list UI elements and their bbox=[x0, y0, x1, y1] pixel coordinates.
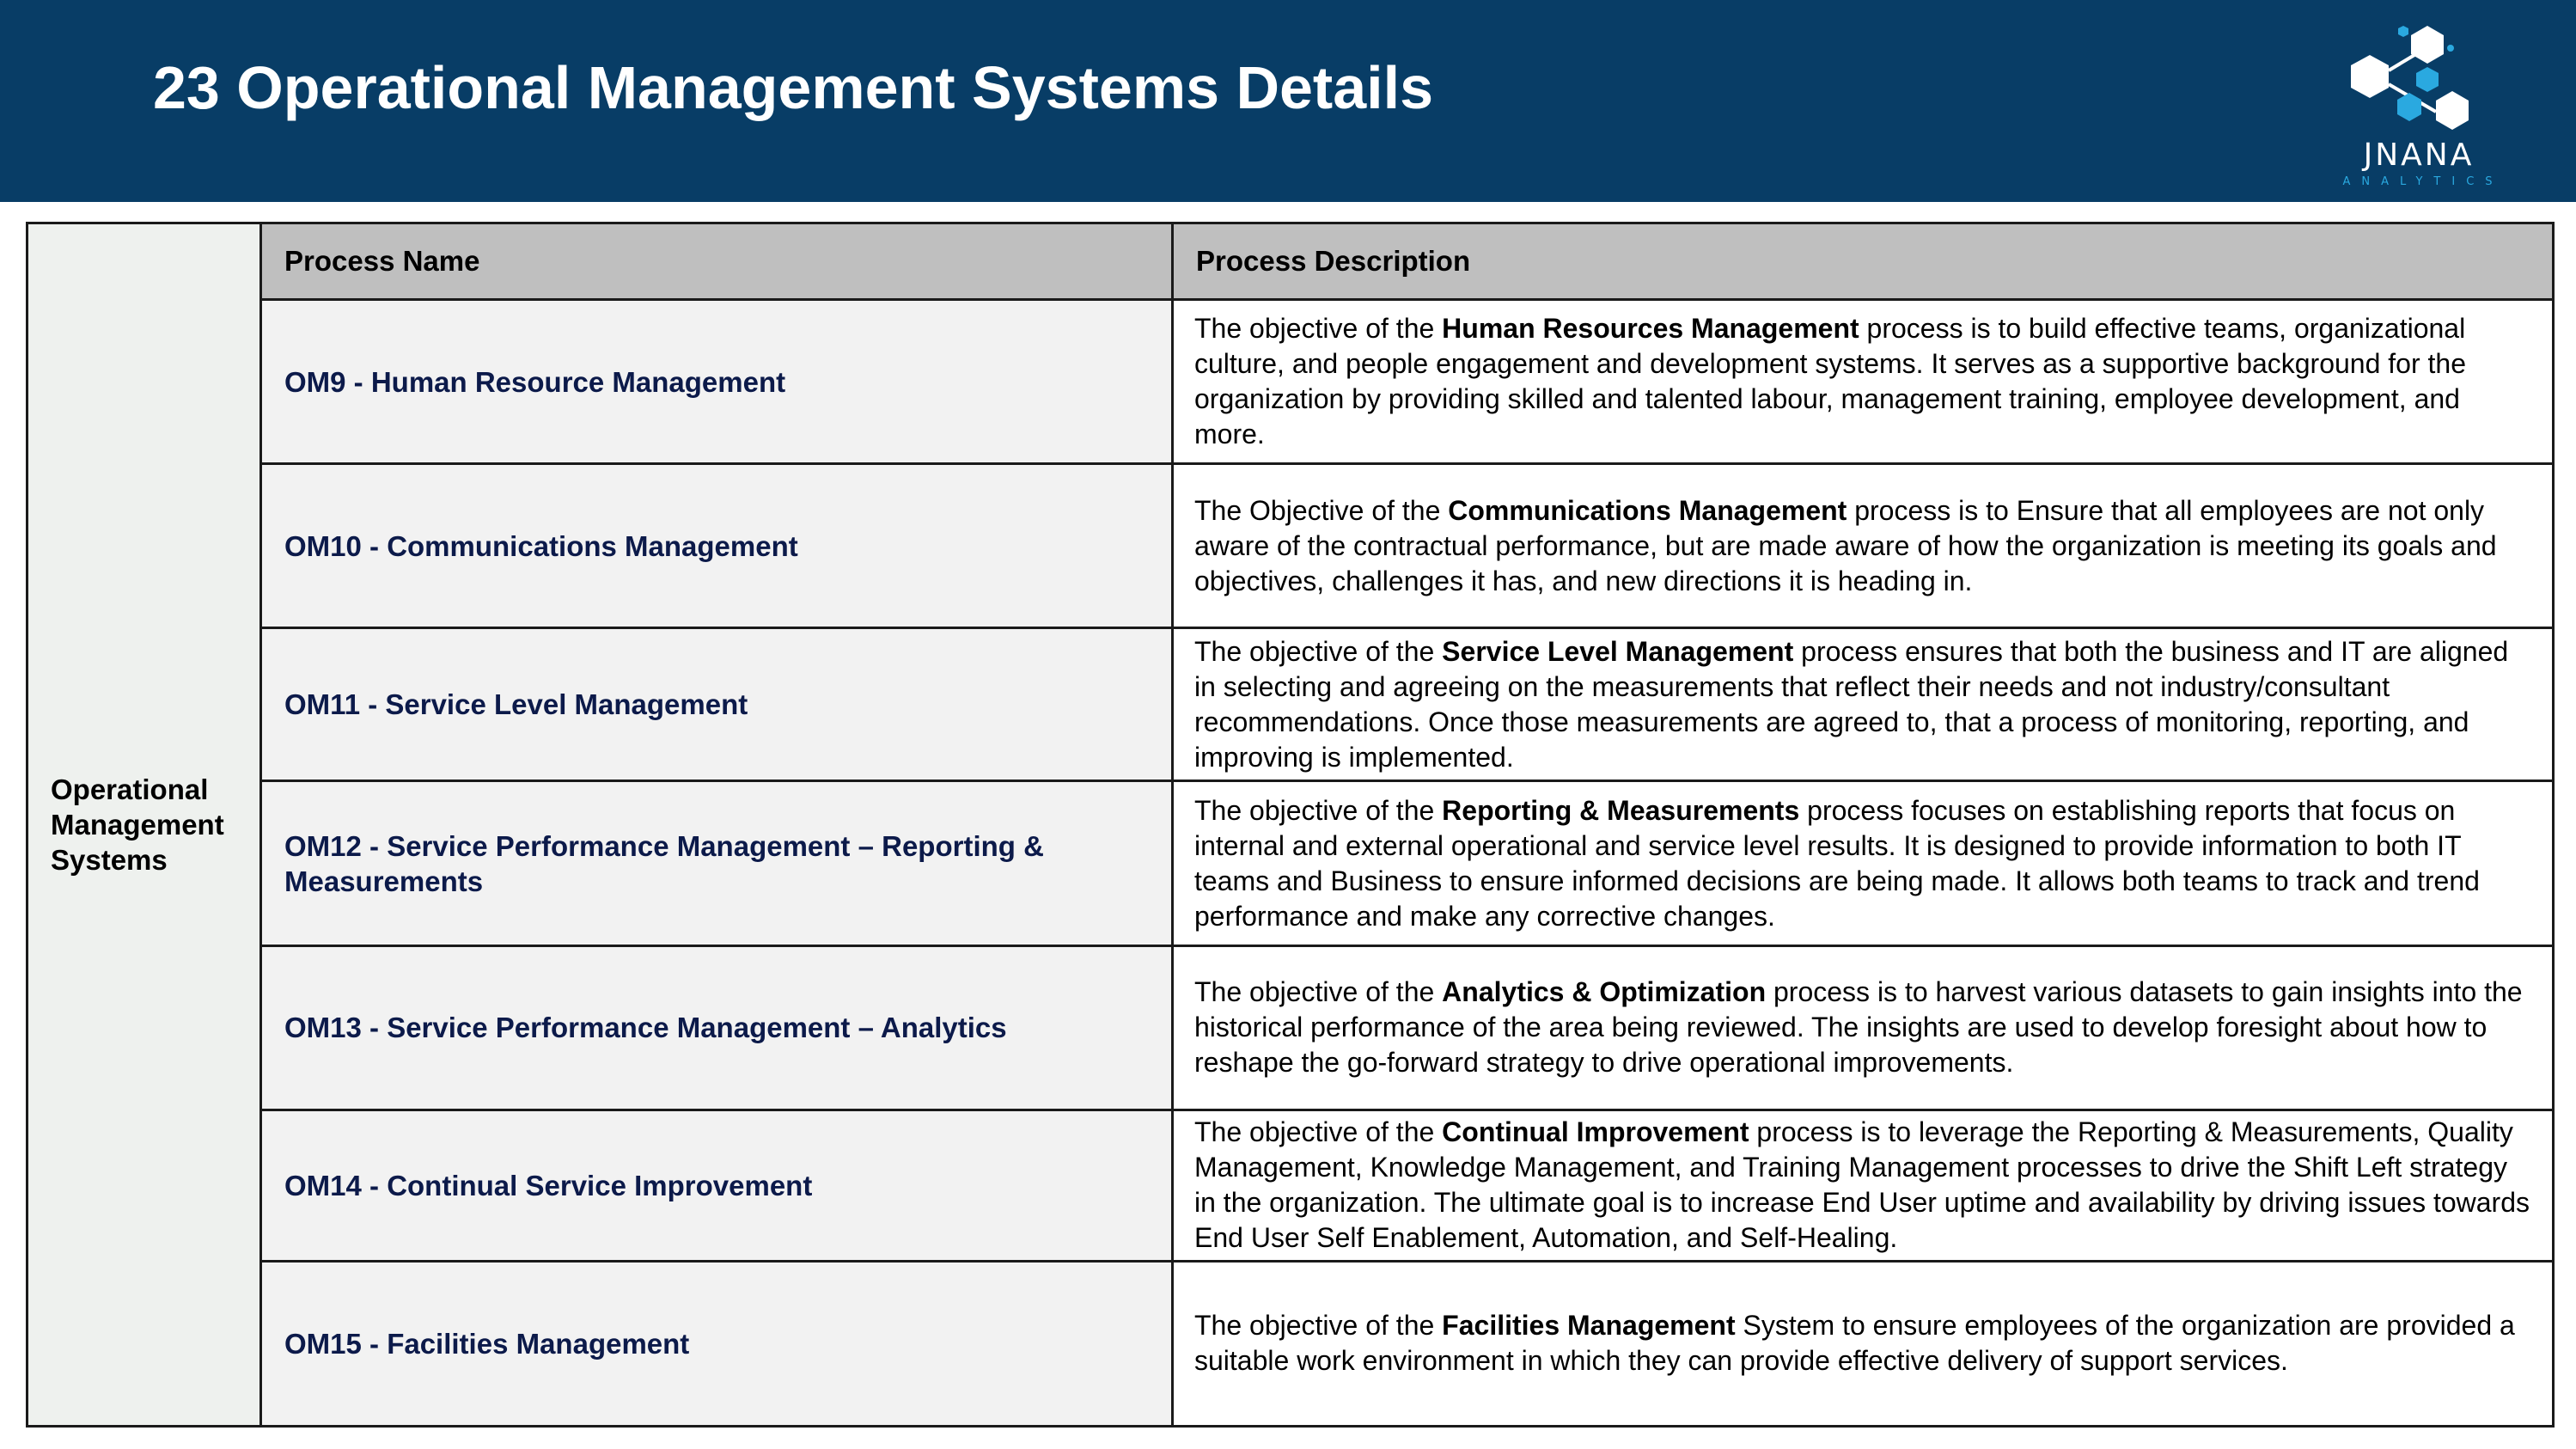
group-label: Operational Management Systems bbox=[51, 773, 224, 876]
table-row bbox=[27, 300, 2554, 464]
group-label-cell bbox=[27, 223, 261, 1427]
process-description: The objective of the Human Resources Management process is to build effective teams, organizational culture, and people engagement and development systems. It serves as a supportive background for the organization by providing skilled and talented labour, management training, employee development, and more. bbox=[1173, 300, 2554, 464]
process-description: The objective of the Continual Improvement process is to leverage the Reporting & Measurements, Quality Management, Knowledge Management, and Training Management processes to drive the Shift Left strategy in the organization. The ultimate goal is to increase End User uptime and availability by driving issues towards End User Self Enablement, Automation, and Self-Healing. bbox=[1173, 1110, 2554, 1261]
table-row bbox=[27, 1261, 2554, 1426]
page-title: 23 Operational Management Systems Details bbox=[153, 54, 1433, 121]
logo-subtitle: ANALYTICS bbox=[2342, 175, 2504, 188]
process-description: The objective of the Analytics & Optimization process is to harvest various datasets to gain insights into the historical performance of the area being reviewed. The insights are used to develop foresight about how to reshape the go-forward strategy to drive operational improvements. bbox=[1173, 945, 2554, 1110]
process-name: OM9 - Human Resource Management bbox=[261, 300, 1173, 464]
table-row bbox=[27, 945, 2554, 1110]
table-header-row bbox=[27, 223, 2554, 300]
hexagon-network-icon bbox=[2320, 17, 2518, 138]
logo-wordmark: JNANA bbox=[2363, 138, 2475, 173]
process-description: The objective of the Reporting & Measurements process focuses on establishing reports that focus on internal and external operational and service level results. It is designed to provide information to both IT teams and Business to ensure informed decisions are being made. It allows both teams to track and trend performance and make any corrective changes. bbox=[1173, 781, 2554, 945]
brand-logo bbox=[2320, 17, 2518, 198]
process-description: The objective of the Facilities Management System to ensure employees of the organization are provided a suitable work environment in which they can provide effective delivery of support services. bbox=[1173, 1261, 2554, 1426]
table-row bbox=[27, 464, 2554, 628]
column-header-process-name: Process Name bbox=[261, 223, 1173, 300]
process-table bbox=[26, 222, 2555, 1428]
process-name: OM15 - Facilities Management bbox=[261, 1261, 1173, 1426]
table-row bbox=[27, 1110, 2554, 1261]
process-name: OM12 - Service Performance Management – Reporting & Measurements bbox=[261, 781, 1173, 945]
process-name: OM10 - Communications Management bbox=[261, 464, 1173, 628]
table-row bbox=[27, 628, 2554, 781]
process-description: The objective of the Service Level Management process ensures that both the business and IT are aligned in selecting and agreeing on the measurements that reflect their needs and not industry/consultant recommendations. Once those measurements are agreed to, that a process of monitoring, reporting, and improving is implemented. bbox=[1173, 628, 2554, 781]
process-name: OM13 - Service Performance Management – Analytics bbox=[261, 945, 1173, 1110]
process-name: OM11 - Service Level Management bbox=[261, 628, 1173, 781]
column-header-process-description: Process Description bbox=[1173, 223, 2554, 300]
process-description: The Objective of the Communications Management process is to Ensure that all employees are not only aware of the contractual performance, but are made aware of how the organization is meeting its goals and objectives, challenges it has, and new directions it is heading in. bbox=[1173, 464, 2554, 628]
table-row bbox=[27, 781, 2554, 945]
header-bar bbox=[0, 0, 2576, 202]
process-name: OM14 - Continual Service Improvement bbox=[261, 1110, 1173, 1261]
